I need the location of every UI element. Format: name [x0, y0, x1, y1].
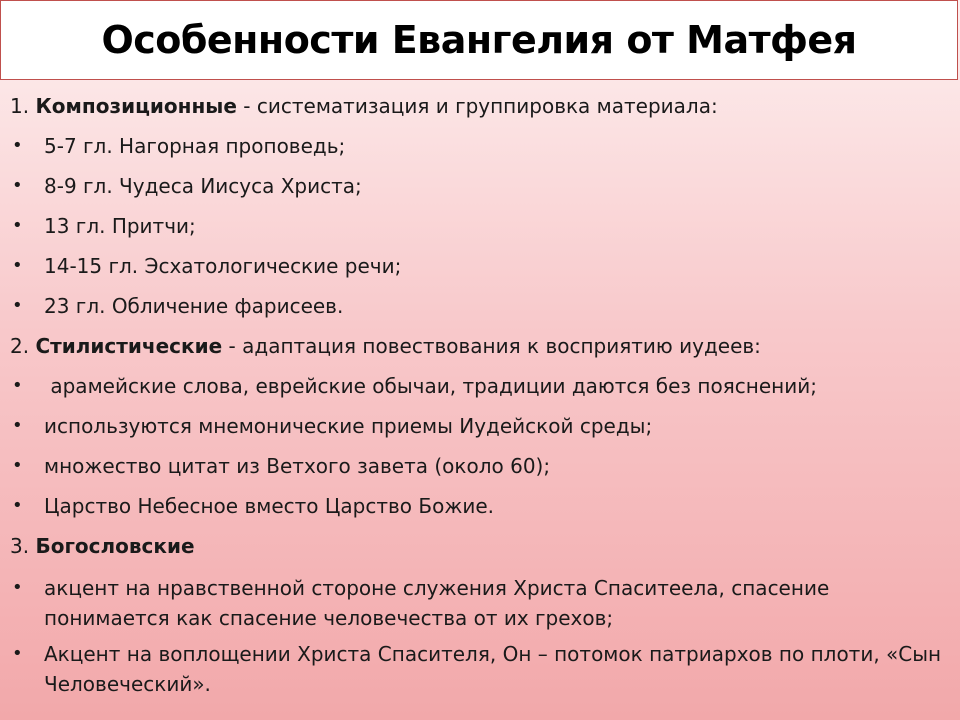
- section-description: - систематизация и группировка материала:: [236, 94, 718, 118]
- list-item: [10, 213, 950, 239]
- list-item-text: арамейские слова, еврейские обычаи, традиции даются без пояснений;: [44, 374, 817, 398]
- list-item-text: 13 гл. Притчи;: [44, 214, 196, 238]
- list-item-text: 14-15 гл. Эсхатологические речи;: [44, 254, 402, 278]
- section-heading-compositional: [10, 93, 950, 119]
- list-item-text: акцент на нравственной стороне служения Христа Спаситеела, спасение понимается как спасение человечества от их грехов;: [44, 576, 830, 630]
- section-heading-theological: [10, 533, 950, 559]
- bullet-icon: •: [12, 455, 23, 476]
- section-number: 2.: [10, 334, 30, 358]
- list-item-text: 5-7 гл. Нагорная проповедь;: [44, 134, 346, 158]
- list-item-text: Акцент на воплощении Христа Спасителя, Он – потомок патриархов по плоти, «Сын Человеческий».: [44, 642, 942, 696]
- list-item: [10, 253, 950, 279]
- bullet-icon: •: [12, 215, 23, 236]
- list-item: [10, 173, 950, 199]
- section-name: Стилистические: [35, 334, 223, 358]
- list-item: [10, 413, 950, 439]
- bullet-icon: •: [12, 643, 23, 664]
- section-number: 3.: [10, 534, 30, 558]
- list-item: [10, 639, 950, 699]
- bullet-icon: •: [12, 495, 23, 516]
- list-item: [10, 293, 950, 319]
- list-item-text: 8-9 гл. Чудеса Иисуса Христа;: [44, 174, 362, 198]
- list-item: [10, 373, 950, 399]
- list-item-text: используются мнемонические приемы Иудейской среды;: [44, 414, 653, 438]
- slide-content: [10, 93, 950, 705]
- list-item-text: Царство Небесное вместо Царство Божие.: [44, 494, 495, 518]
- bullet-icon: •: [12, 255, 23, 276]
- section-name: Композиционные: [35, 94, 237, 118]
- list-item: [10, 493, 950, 519]
- section-name: Богословские: [35, 534, 195, 558]
- list-item: [10, 453, 950, 479]
- slide-title: Особенности Евангелия от Матфея: [101, 18, 857, 62]
- bullet-icon: •: [12, 175, 23, 196]
- section-number: 1.: [10, 94, 30, 118]
- title-box: [0, 0, 958, 80]
- section-heading-stylistic: [10, 333, 950, 359]
- section-description: - адаптация повествования к восприятию иудеев:: [222, 334, 761, 358]
- bullet-icon: •: [12, 375, 23, 396]
- list-item-text: множество цитат из Ветхого завета (около 60);: [44, 454, 551, 478]
- list-item: [10, 133, 950, 159]
- list-item-text: 23 гл. Обличение фарисеев.: [44, 294, 344, 318]
- bullet-icon: •: [12, 135, 23, 156]
- bullet-icon: •: [12, 295, 23, 316]
- bullet-icon: •: [12, 577, 23, 598]
- bullet-icon: •: [12, 415, 23, 436]
- list-item: [10, 573, 950, 633]
